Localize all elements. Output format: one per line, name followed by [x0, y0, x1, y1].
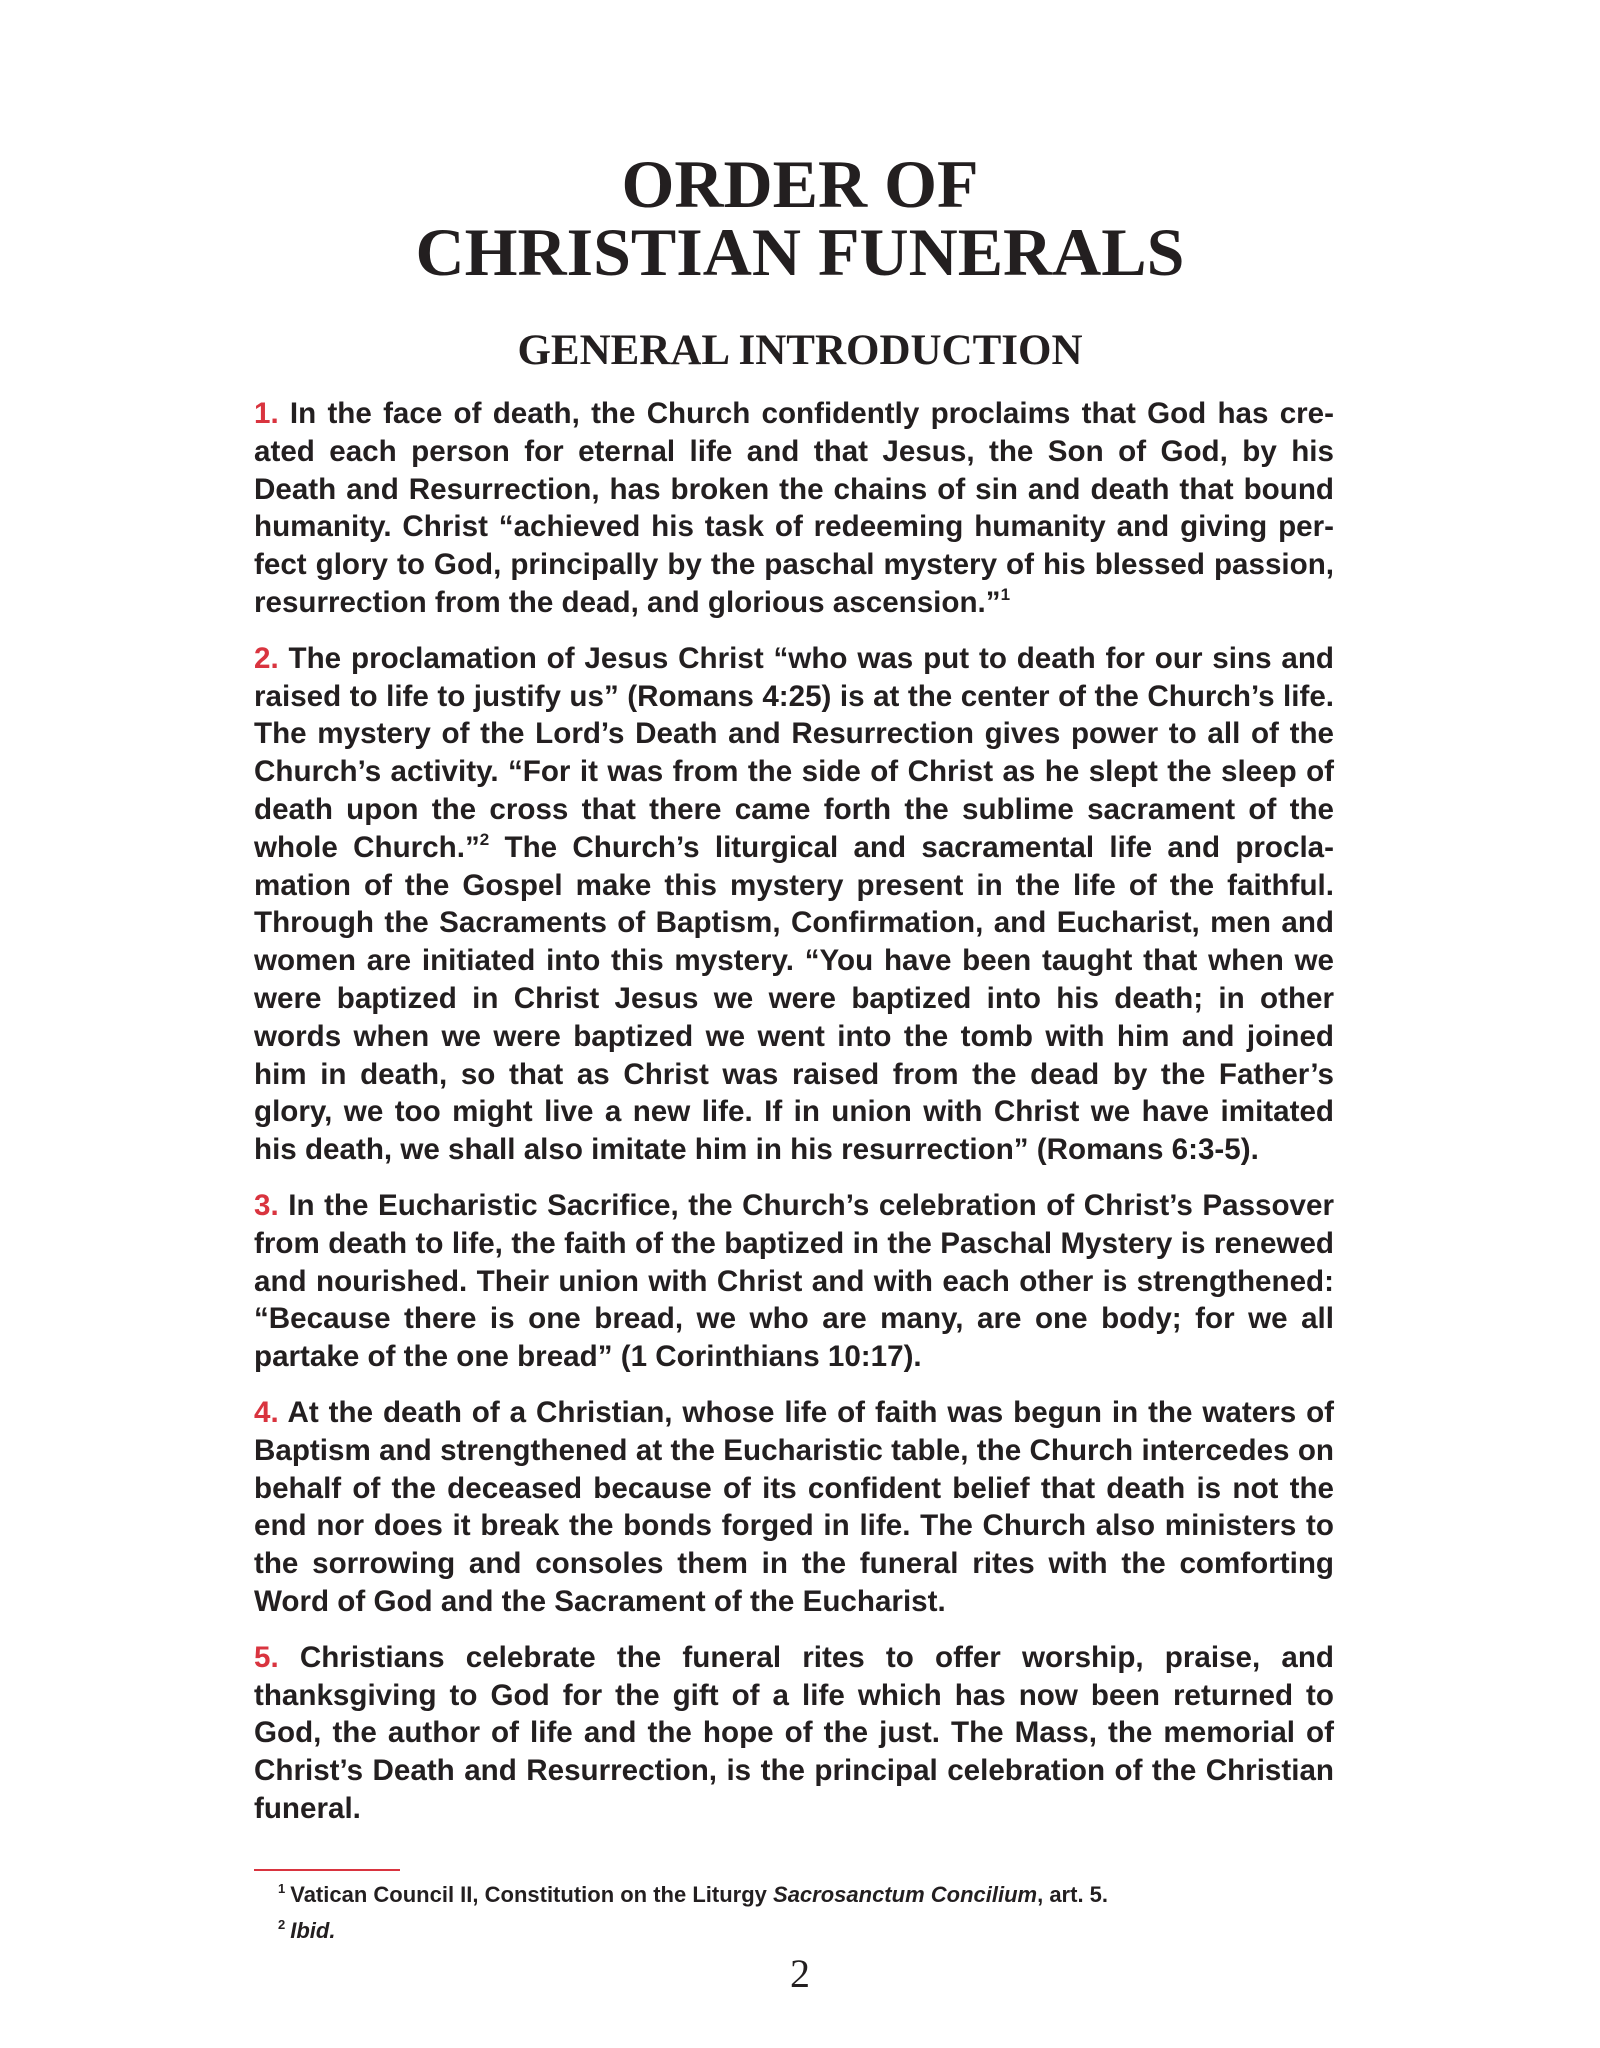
paragraph-text: The proclamation of Jesus Christ “who was put to death for our sins and raised to life to justify us” (Romans 4:25) is at the center of the Church’s life. The mystery of the Lord’s Death and Resurrection gives power to all of the Church’s activity. “For it was from the side of Christ as he slept the sleep of death upon the cross that there came forth the sublime sacrament of the whole Church.” [254, 641, 1334, 864]
paragraph-text: At the death of a Christian, whose life of faith was begun in the waters of Baptism and strengthened at the Eucharistic table, the Church intercedes on behalf of the deceased because of its confident belief that death is not the end nor does it break the bonds forged in life. The Church also ministers to the sorrowing and consoles them in the funeral rites with the comforting Word of God and the Sacrament of the Eucharist. [254, 1395, 1335, 1618]
paragraph-number: 1. [254, 397, 279, 430]
footnote-mark: 1 [278, 1881, 286, 1896]
paragraph-number: 2. [254, 641, 279, 675]
title-line-1: ORDER OF [621, 146, 979, 222]
paragraph-number: 4. [254, 1395, 279, 1429]
paragraph-text: In the face of death, the Church confidently proclaims that God has created each person for eternal life and that Jesus, the Son of God, by his Death and Resurrection, has broken the chains of sin and death that bound humanity. Christ “achieved his task of redeeming humanity and giving perfect glory to God, principally by the paschal mystery of his blessed passion, resurrection from the dead, and glorious ascension.” [254, 397, 1334, 619]
paragraph-4 [254, 1394, 1334, 1621]
footnote-2 [278, 1913, 1328, 1949]
page-title [0, 146, 1600, 290]
footnote-reference[interactable]: 1 [1000, 584, 1011, 604]
paragraph-number: 3. [254, 1188, 279, 1222]
title-line-2: CHRISTIAN FUNERALS [415, 214, 1185, 290]
footnote-text-end: , art. 5. [1037, 1882, 1109, 1907]
paragraph-1 [254, 395, 1334, 622]
paragraph-5 [254, 1639, 1334, 1828]
paragraph-3 [254, 1187, 1334, 1376]
footnote-italic-title: Sacrosanctum Concilium [773, 1882, 1038, 1907]
page-number: 2 [790, 1951, 810, 1996]
section-heading: GENERAL INTRODUCTION [517, 327, 1083, 374]
footnote-italic-title: Ibid. [290, 1918, 336, 1943]
footnote-divider [254, 1869, 400, 1871]
paragraph-2 [254, 640, 1334, 1169]
footnote-1 [278, 1877, 1328, 1913]
footnote-mark: 2 [278, 1917, 286, 1932]
paragraph-text-continued: The Church’s liturgical and sacramental life and proclamation of the Gospel make this mystery present in the life of the faithful. Through the Sacraments of Baptism, Confirmation, and Eucharist, men and women are initiated into this mystery. “You have been taught that when we were baptized in Christ Jesus we were baptized into his death; in other words when we were baptized we went into the tomb with him and joined him in death, so that as Christ was raised from the dead by the Father’s glory, we too might live a new life. If in union with Christ we have imitated his death, we shall also imitate him in his resurrection” (Romans 6:3-5). [254, 830, 1334, 1167]
paragraph-text: Christians celebrate the funeral rites to offer worship, praise, and thanksgiving to God for the gift of a life which has now been returned to God, the author of life and the hope of the just. The Mass, the memorial of Christ’s Death and Resurrection, is the principal celebration of the Christian funeral. [254, 1640, 1334, 1825]
footnote-text: Vatican Council II, Constitution on the Liturgy [290, 1882, 774, 1907]
document-body [254, 395, 1334, 1846]
footnotes [278, 1877, 1328, 1949]
footnote-reference[interactable]: 2 [479, 829, 490, 849]
paragraph-number: 5. [254, 1640, 279, 1674]
paragraph-text: In the Eucharistic Sacrifice, the Church’s celebration of Christ’s Passover from death to life, the faith of the baptized in the Paschal Mystery is renewed and nourished. Their union with Christ and with each other is strengthened: “Because there is one bread, we who are many, are one body; for we all partake of the one bread” (1 Corinthians 10:17). [254, 1188, 1334, 1374]
